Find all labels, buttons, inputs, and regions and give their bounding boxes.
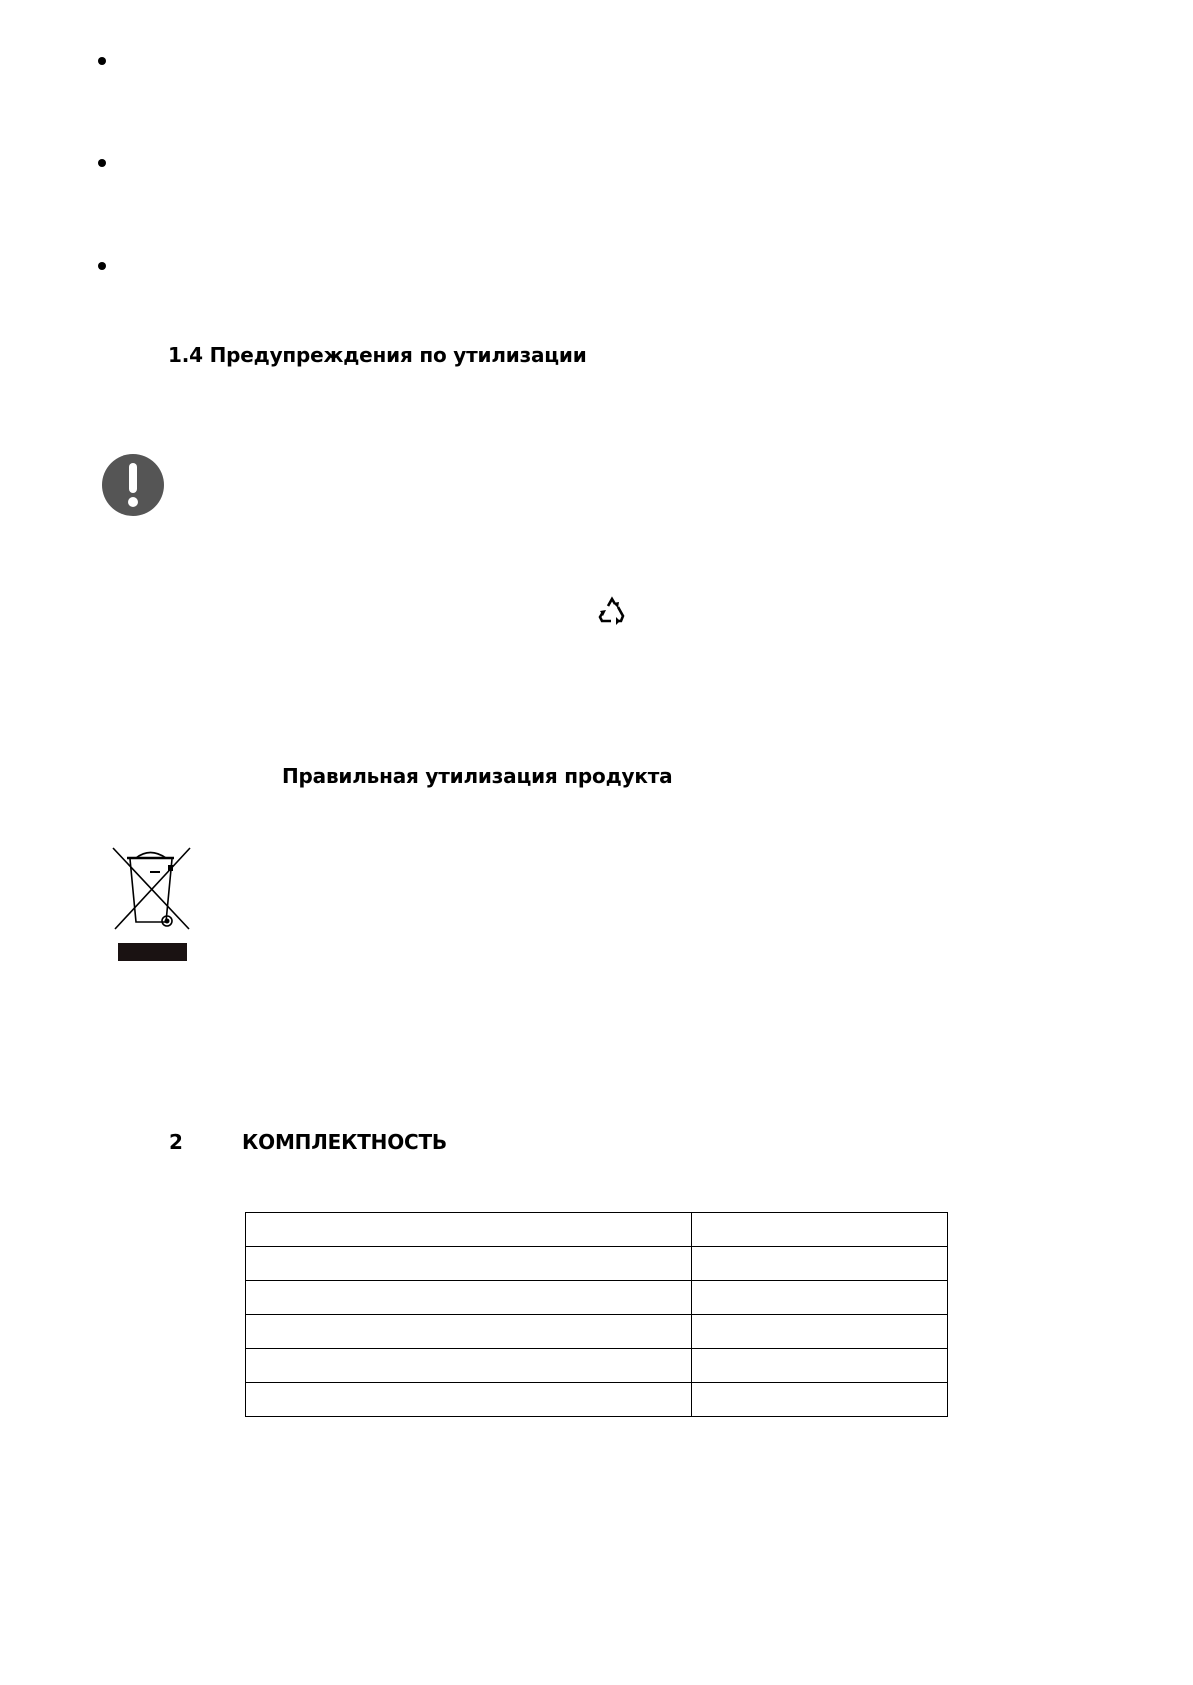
bullet-2 bbox=[98, 159, 106, 167]
exclamation-dot bbox=[128, 497, 138, 507]
table-row bbox=[246, 1213, 948, 1247]
table-cell-item bbox=[246, 1213, 692, 1247]
section-2-number: 2 bbox=[169, 1130, 183, 1154]
table-cell-item bbox=[246, 1315, 692, 1349]
table-cell-qty bbox=[692, 1281, 948, 1315]
table-cell-qty bbox=[692, 1247, 948, 1281]
section-heading-1-4: 1.4 Предупреждения по утилизации bbox=[168, 343, 587, 367]
table-cell-qty bbox=[692, 1349, 948, 1383]
exclamation-circle-icon bbox=[102, 454, 164, 516]
crossed-out-wheelie-bin-icon bbox=[110, 845, 194, 965]
exclamation-bar bbox=[129, 463, 137, 493]
table-row bbox=[246, 1247, 948, 1281]
table-cell-qty bbox=[692, 1213, 948, 1247]
table-row bbox=[246, 1383, 948, 1417]
disposal-heading: Правильная утилизация продукта bbox=[282, 764, 673, 788]
table-cell-qty bbox=[692, 1383, 948, 1417]
recycle-icon bbox=[596, 595, 628, 627]
bullet-1 bbox=[98, 57, 106, 65]
table-row bbox=[246, 1315, 948, 1349]
table-row bbox=[246, 1349, 948, 1383]
bullet-3 bbox=[98, 262, 106, 270]
table-cell-item bbox=[246, 1383, 692, 1417]
table-row bbox=[246, 1281, 948, 1315]
kit-contents-table bbox=[245, 1212, 948, 1417]
table-cell-qty bbox=[692, 1315, 948, 1349]
section-2-title: КОМПЛЕКТНОСТЬ bbox=[242, 1130, 447, 1154]
table-cell-item bbox=[246, 1349, 692, 1383]
table-cell-item bbox=[246, 1281, 692, 1315]
table-cell-item bbox=[246, 1247, 692, 1281]
